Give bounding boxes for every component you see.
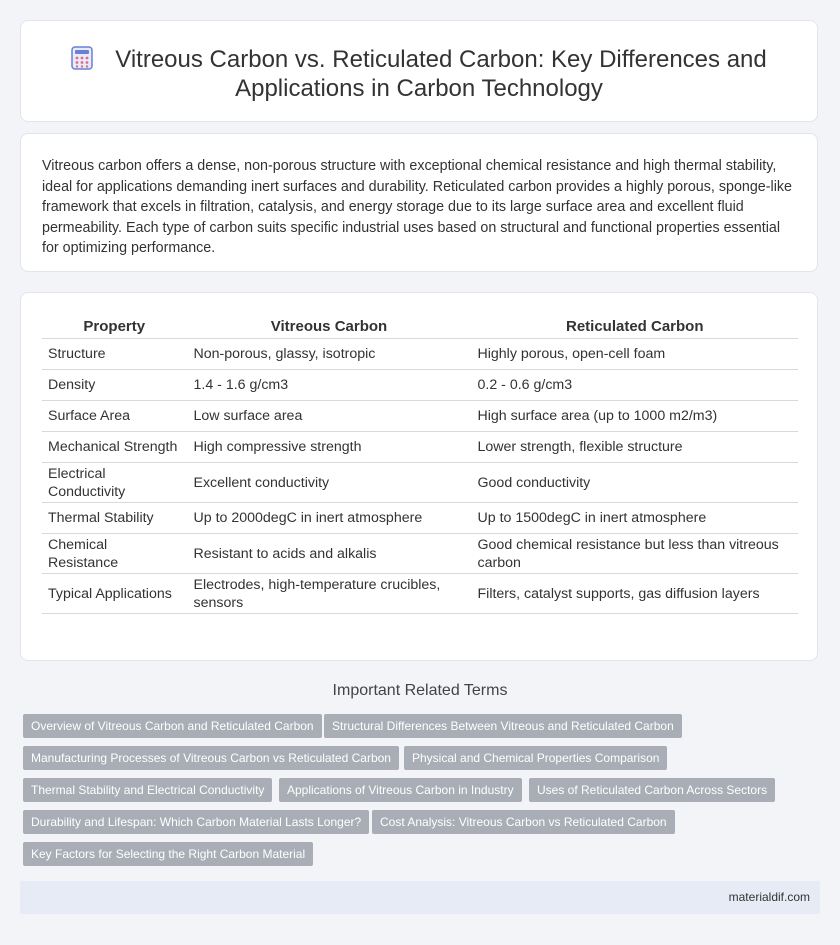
- related-term-tag[interactable]: Durability and Lifespan: Which Carbon Material Lasts Longer?: [23, 810, 369, 834]
- related-term-tag[interactable]: Cost Analysis: Vitreous Carbon vs Reticulated Carbon: [372, 810, 675, 834]
- vitreous-cell: Non-porous, glassy, isotropic: [187, 339, 471, 370]
- calculator-icon: [71, 46, 93, 70]
- related-term-tag[interactable]: Uses of Reticulated Carbon Across Sectors: [529, 778, 775, 802]
- related-term-tag[interactable]: Thermal Stability and Electrical Conductivity: [23, 778, 272, 802]
- table-row: [42, 370, 798, 401]
- related-term-tag[interactable]: Overview of Vitreous Carbon and Reticulated Carbon: [23, 714, 322, 738]
- property-cell: Surface Area: [42, 401, 187, 432]
- vitreous-cell: Low surface area: [187, 401, 471, 432]
- related-terms-title: Important Related Terms: [332, 682, 508, 699]
- vitreous-cell: Resistant to acids and alkalis: [187, 534, 471, 574]
- related-term-tag[interactable]: Structural Differences Between Vitreous and Reticulated Carbon: [324, 714, 682, 738]
- reticulated-cell: Good conductivity: [471, 463, 798, 503]
- comparison-table: [42, 315, 798, 614]
- table-row: [42, 463, 798, 503]
- table-row: [42, 534, 798, 574]
- vitreous-cell: Excellent conductivity: [187, 463, 471, 503]
- footer-site-link[interactable]: materialdif.com: [728, 890, 810, 904]
- property-cell: Thermal Stability: [42, 503, 187, 534]
- reticulated-cell: High surface area (up to 1000 m2/m3): [471, 401, 798, 432]
- table-row: [42, 574, 798, 614]
- intro-card: [20, 133, 818, 272]
- property-cell: Chemical Resistance: [42, 534, 187, 574]
- vitreous-cell: Up to 2000degC in inert atmosphere: [187, 503, 471, 534]
- vitreous-cell: High compressive strength: [187, 432, 471, 463]
- table-row: [42, 503, 798, 534]
- column-header-reticulated: Reticulated Carbon: [471, 315, 798, 339]
- related-term-tag[interactable]: Physical and Chemical Properties Comparison: [404, 746, 667, 770]
- table-row: [42, 339, 798, 370]
- title-card: [20, 20, 818, 122]
- table-row: [42, 401, 798, 432]
- table-row: [42, 432, 798, 463]
- property-cell: Density: [42, 370, 187, 401]
- footer: [20, 881, 820, 914]
- page-title: [21, 45, 817, 103]
- vitreous-cell: 1.4 - 1.6 g/cm3: [187, 370, 471, 401]
- property-cell: Electrical Conductivity: [42, 463, 187, 503]
- reticulated-cell: 0.2 - 0.6 g/cm3: [471, 370, 798, 401]
- property-cell: Mechanical Strength: [42, 432, 187, 463]
- table-header-row: [42, 315, 798, 339]
- property-cell: Structure: [42, 339, 187, 370]
- comparison-table-card: [20, 292, 818, 661]
- reticulated-cell: Filters, catalyst supports, gas diffusion layers: [471, 574, 798, 614]
- intro-paragraph: Vitreous carbon offers a dense, non-porous structure with exceptional chemical resistance and high thermal stability, ideal for applications demanding inert surfaces and durability. Reticulated carbon provides a highly porous, sponge-like framework that excels in filtration, catalysis, and energy storage due to its large surface area and excellent fluid permeability. Each type of carbon suits specific industrial uses based on structural and functional properties essential for optimizing performance.: [42, 158, 792, 256]
- reticulated-cell: Up to 1500degC in inert atmosphere: [471, 503, 798, 534]
- reticulated-cell: Lower strength, flexible structure: [471, 432, 798, 463]
- reticulated-cell: Highly porous, open-cell foam: [471, 339, 798, 370]
- column-header-vitreous: Vitreous Carbon: [187, 315, 471, 339]
- vitreous-cell: Electrodes, high-temperature crucibles, sensors: [187, 574, 471, 614]
- page-title-text: Vitreous Carbon vs. Reticulated Carbon: Key Differences and Applications in Carbon Technology: [115, 46, 767, 102]
- related-term-tag[interactable]: Applications of Vitreous Carbon in Industry: [279, 778, 522, 802]
- column-header-property: Property: [42, 315, 187, 339]
- reticulated-cell: Good chemical resistance but less than vitreous carbon: [471, 534, 798, 574]
- property-cell: Typical Applications: [42, 574, 187, 614]
- related-term-tag[interactable]: Manufacturing Processes of Vitreous Carbon vs Reticulated Carbon: [23, 746, 399, 770]
- related-term-tag[interactable]: Key Factors for Selecting the Right Carbon Material: [23, 842, 313, 866]
